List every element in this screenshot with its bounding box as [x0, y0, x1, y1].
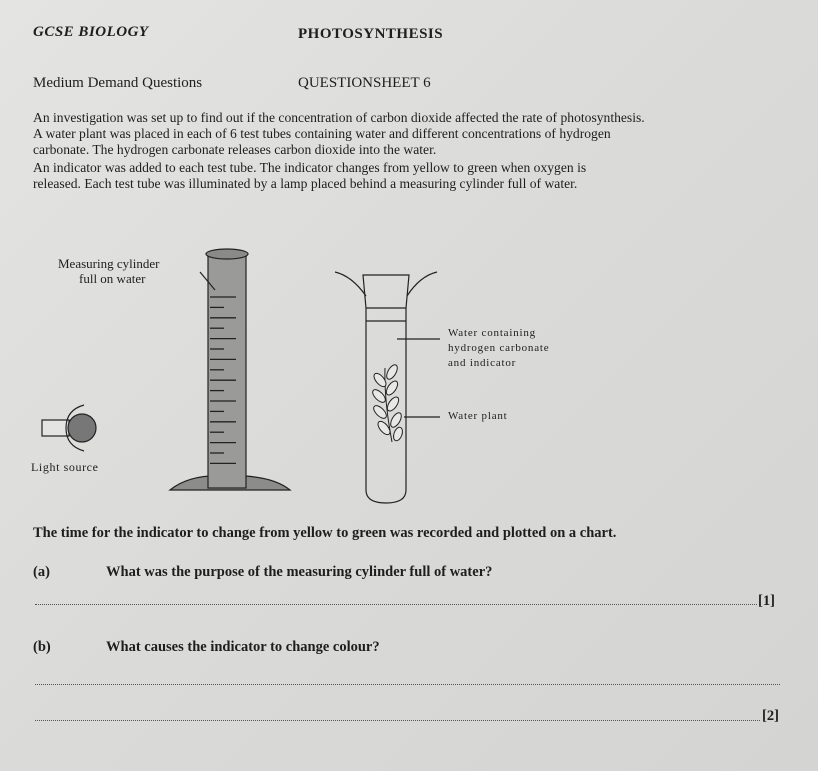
water-label: and indicator: [448, 357, 517, 369]
topic-title: PHOTOSYNTHESIS: [298, 26, 444, 42]
intro-line: An indicator was added to each test tube. The indicator changes from yellow to green when oxygen is: [33, 160, 587, 175]
light-source-icon: [42, 405, 96, 451]
measuring-cylinder: [170, 249, 290, 490]
after-text: The time for the indicator to change from yellow to green was recorded and plotted on a chart.: [33, 525, 617, 541]
question-a-marks: [1]: [758, 593, 775, 609]
water-label: hydrogen carbonate: [448, 342, 550, 354]
question-b-marks: [2]: [762, 708, 779, 724]
plant-label: Water plant: [448, 410, 508, 422]
answer-line-a[interactable]: [35, 604, 757, 605]
light-source-label: Light source: [31, 460, 99, 474]
water-label: Water containing: [448, 327, 536, 339]
cylinder-label: full on water: [79, 271, 146, 286]
subject-title: GCSE BIOLOGY: [33, 24, 149, 40]
cylinder-label: Measuring cylinder: [58, 256, 160, 271]
answer-line-b2[interactable]: [35, 720, 760, 721]
water-plant-icon: [371, 363, 405, 442]
intro-line: A water plant was placed in each of 6 test tubes containing water and different concentrations of hydrogen: [33, 126, 611, 141]
question-b-number: (b): [33, 639, 51, 655]
answer-line-b1[interactable]: [35, 684, 780, 685]
question-b-text: What causes the indicator to change colour?: [106, 639, 380, 655]
intro-line: released. Each test tube was illuminated by a lamp placed behind a measuring cylinder full of water.: [33, 176, 578, 191]
intro-line: An investigation was set up to find out if the concentration of carbon dioxide affected the rate of photosynthesis.: [33, 110, 645, 125]
sheet-label: QUESTIONSHEET 6: [298, 75, 431, 91]
question-a-text: What was the purpose of the measuring cylinder full of water?: [106, 564, 493, 580]
intro-line: carbonate. The hydrogen carbonate releases carbon dioxide into the water.: [33, 142, 437, 157]
level-label: Medium Demand Questions: [33, 75, 203, 91]
question-a-number: (a): [33, 564, 50, 580]
